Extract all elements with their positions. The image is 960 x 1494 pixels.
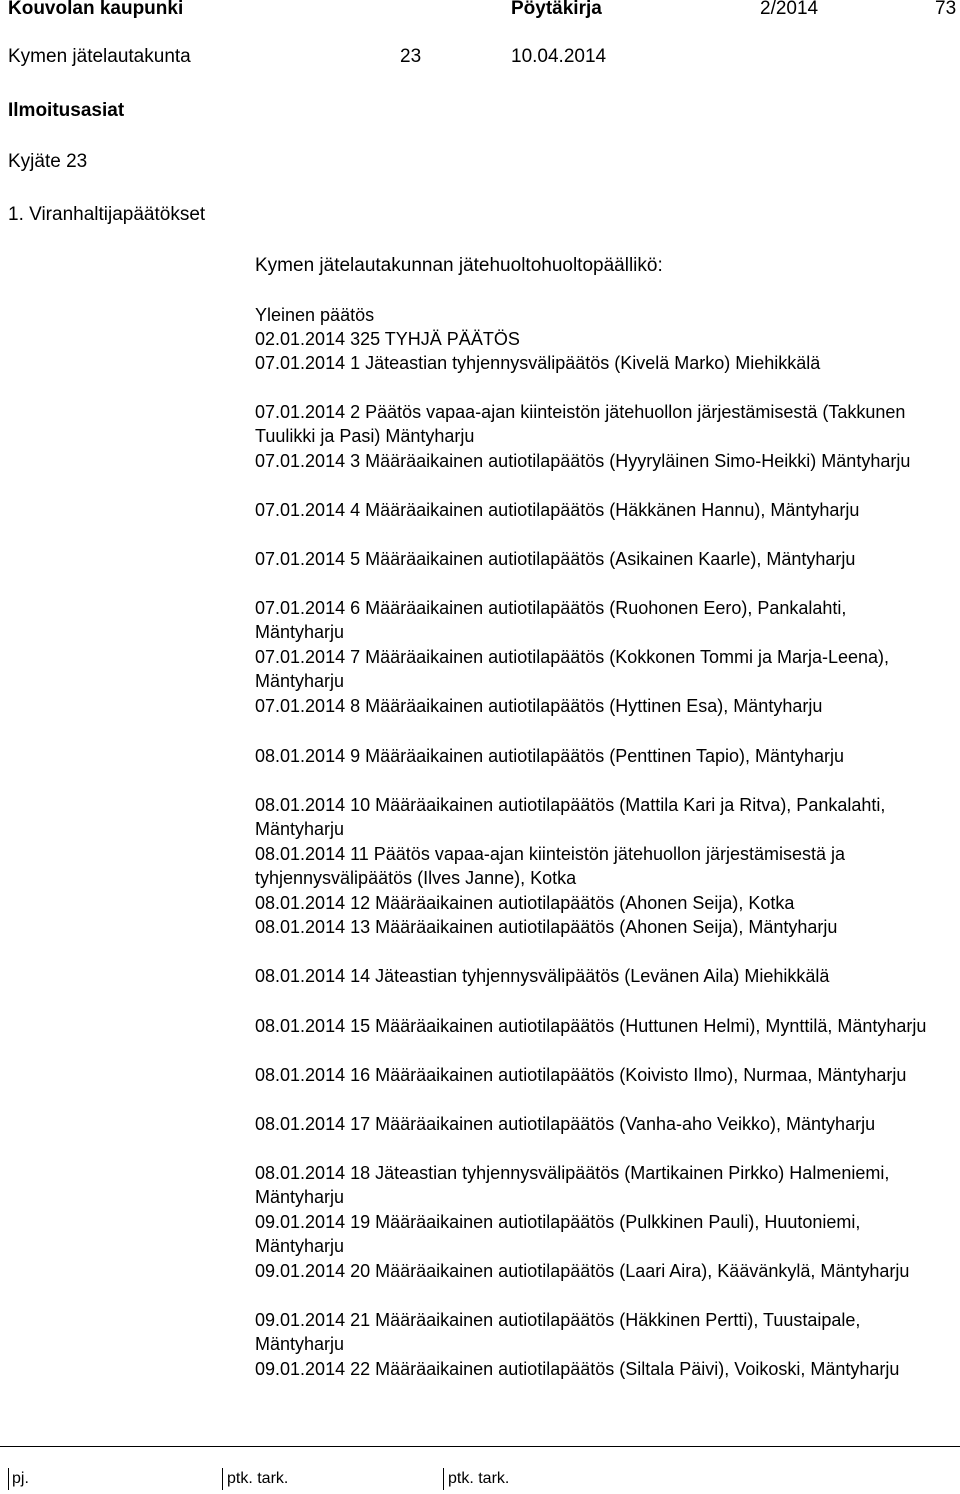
decision-entry: 08.01.2014 13 Määräaikainen autiotilapäätös (Ahonen Seija), Mäntyharju (255, 917, 838, 937)
decision-entry: 08.01.2014 17 Määräaikainen autiotilapäätös (Vanha-aho Veikko), Mäntyharju (255, 1114, 876, 1134)
footer-field-marker (222, 1468, 223, 1490)
decision-entry: 08.01.2014 16 Määräaikainen autiotilapäätös (Koivisto Ilmo), Nurmaa, Mäntyharju (255, 1065, 907, 1085)
decision-entry: 08.01.2014 12 Määräaikainen autiotilapäätös (Ahonen Seija), Kotka (255, 893, 795, 913)
decision-entry: 07.01.2014 3 Määräaikainen autiotilapäätös (Hyyryläinen Simo-Heikki) Mäntyharju (255, 451, 911, 471)
decision-entry: 07.01.2014 8 Määräaikainen autiotilapäätös (Hyttinen Esa), Mäntyharju (255, 696, 823, 716)
item-heading: 1. Viranhaltijapäätökset (8, 204, 206, 225)
decision-entry: 07.01.2014 6 Määräaikainen autiotilapäätös (Ruohonen Eero), Pankalahti, Mäntyharju (255, 598, 847, 642)
decision-entry: 07.01.2014 2 Päätös vapaa-ajan kiinteistön jätehuollon järjestämisestä (Takkunen Tuulikki ja Pasi) Mäntyharju (255, 402, 906, 446)
decision-entry: 07.01.2014 4 Määräaikainen autiotilapäätös (Häkkänen Hannu), Mäntyharju (255, 500, 860, 520)
section-ref: Kyjäte 23 (8, 151, 88, 172)
committee-name: Kymen jätelautakunta (8, 46, 191, 67)
general-decision-item: 02.01.2014 325 TYHJÄ PÄÄTÖS (255, 329, 520, 349)
general-decision-item: 07.01.2014 1 Jäteastian tyhjennysvälipäätös (Kivelä Marko) Miehikkälä (255, 353, 821, 373)
meeting-number: 2/2014 (760, 0, 819, 19)
organization-name: Kouvolan kaupunki (8, 0, 184, 19)
meeting-date: 10.04.2014 (511, 46, 607, 67)
page-number: 73 (935, 0, 957, 19)
footer-reviewer-signature: ptk. tark. (227, 1470, 289, 1487)
footer-chair-signature: pj. (12, 1470, 29, 1487)
decision-entry: 07.01.2014 7 Määräaikainen autiotilapäätös (Kokkonen Tommi ja Marja-Leena), Mäntyharju (255, 647, 890, 691)
decision-entry: 08.01.2014 10 Määräaikainen autiotilapäätös (Mattila Kari ja Ritva), Pankalahti, Mäntyharju (255, 795, 886, 839)
document-type: Pöytäkirja (511, 0, 602, 19)
general-decision-label: Yleinen päätös (255, 305, 375, 325)
decision-entry: 09.01.2014 21 Määräaikainen autiotilapäätös (Häkkinen Pertti), Tuustaipale, Mäntyharju (255, 1310, 861, 1354)
decision-entry: 08.01.2014 11 Päätös vapaa-ajan kiinteistön jätehuollon järjestämisestä ja tyhjennysvälipäätös (Ilves Janne), Kotka (255, 844, 846, 888)
decision-entry: 07.01.2014 5 Määräaikainen autiotilapäätös (Asikainen Kaarle), Mäntyharju (255, 549, 856, 569)
official-heading: Kymen jätelautakunnan jätehuoltohuoltopäällikö: (255, 255, 663, 276)
footer-reviewer-signature: ptk. tark. (448, 1470, 510, 1487)
footer-divider (0, 1446, 960, 1447)
decision-entry: 09.01.2014 22 Määräaikainen autiotilapäätös (Siltala Päivi), Voikoski, Mäntyharju (255, 1359, 900, 1379)
decision-entry: 09.01.2014 20 Määräaikainen autiotilapäätös (Laari Aira), Käävänkylä, Mäntyharju (255, 1261, 910, 1281)
section-title: Ilmoitusasiat (8, 100, 125, 121)
footer-field-marker (8, 1468, 9, 1490)
decision-entry: 09.01.2014 19 Määräaikainen autiotilapäätös (Pulkkinen Pauli), Huutoniemi, Mäntyharju (255, 1212, 861, 1256)
decision-entry: 08.01.2014 18 Jäteastian tyhjennysvälipäätös (Martikainen Pirkko) Halmeniemi, Mäntyharju (255, 1163, 890, 1207)
footer-field-marker (443, 1468, 444, 1490)
decision-entry: 08.01.2014 14 Jäteastian tyhjennysvälipäätös (Levänen Aila) Miehikkälä (255, 966, 830, 986)
decision-entry: 08.01.2014 15 Määräaikainen autiotilapäätös (Huttunen Helmi), Mynttilä, Mäntyharju (255, 1016, 927, 1036)
section-number: 23 (400, 46, 422, 67)
decision-entry: 08.01.2014 9 Määräaikainen autiotilapäätös (Penttinen Tapio), Mäntyharju (255, 746, 845, 766)
